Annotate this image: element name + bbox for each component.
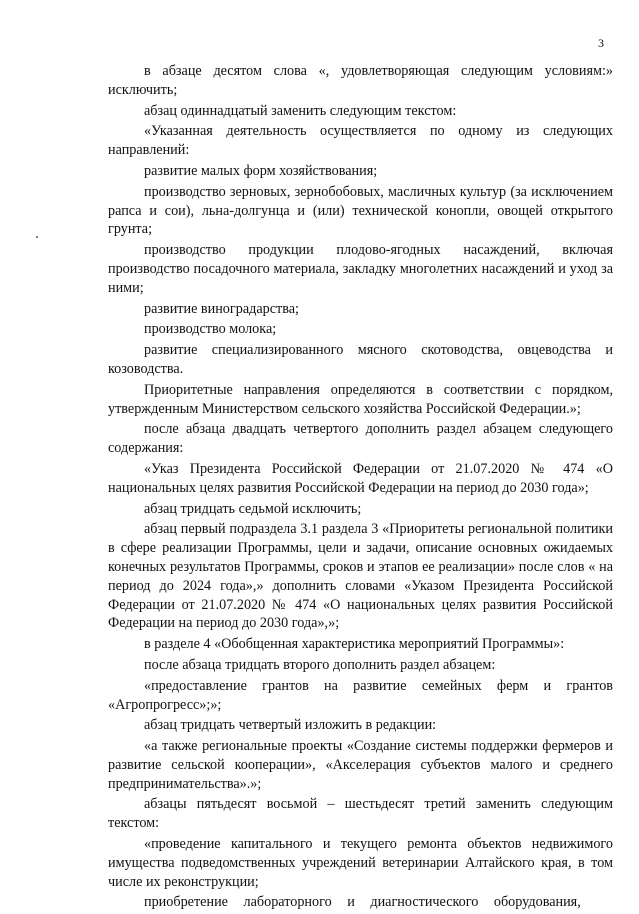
paragraph: производство продукции плодово-ягодных насаждений, включая производство посадочного материала, закладку многолетних насаждений и уход за ними; <box>108 242 613 296</box>
paragraph: развитие виноградарства; <box>144 300 299 317</box>
paragraph: «Указ Президента Российской Федерации от 21.07.2020 № 474 «О национальных целях развития Российской Федерации на период до 2030 года»; <box>108 460 613 496</box>
paragraph: «проведение капитального и текущего ремонта объектов недвижимого имущества подведомственных учреждений ветеринарии Алтайского края, в том числе их реконструкции; <box>108 836 613 890</box>
paragraph: приобретение лабораторного и диагностического оборудования, <box>144 894 581 911</box>
paragraph: абзац тридцать четвертый изложить в редакции: <box>144 717 437 734</box>
paragraph: производство зерновых, зернобобовых, масличных культур (за исключением рапса и сои), льна-долгунца и (или) технической конопли, овощей открытого грунта; <box>108 183 613 238</box>
paragraph: после абзаца двадцать четвертого дополнить раздел абзацем следующего содержания: <box>108 421 613 457</box>
paragraph: «Указанная деятельность осуществляется по одному из следующих направлений: <box>108 123 613 159</box>
paragraph: абзацы пятьдесят восьмой – шестьдесят третий заменить следующим текстом: <box>108 796 613 832</box>
paragraph: в разделе 4 «Обобщенная характеристика мероприятий Программы»: <box>144 636 565 653</box>
paragraph: абзац одиннадцатый заменить следующим текстом: <box>144 102 457 119</box>
scan-speck <box>36 236 38 238</box>
paragraph: «а также региональные проекты «Создание системы поддержки фермеров и развитие сельской кооперации», «Акселерация субъектов малого и среднего предпринимательства».»; <box>108 738 613 792</box>
paragraph: абзац тридцать седьмой исключить; <box>144 500 362 517</box>
page-number: 3 <box>598 36 604 50</box>
paragraph: после абзаца тридцать второго дополнить раздел абзацем: <box>144 656 496 673</box>
paragraph: производство молока; <box>144 321 277 338</box>
paragraph: «предоставление грантов на развитие семейных ферм и грантов «Агропрогресс»;»; <box>108 677 613 713</box>
paragraph: абзац первый подраздела 3.1 раздела 3 «Приоритеты региональной политики в сфере реализации Программы, цели и задачи, описание основных ожидаемых конечных результатов Программы, сроков и этапов ее реализации» после слов « на период до 2024 года»,» дополнить словами «Указом Президента Российской Федерации от 21.07.2020 № 474 «О национальных целях развития Российской Федерации на период до 2030 года»,»; <box>108 521 613 632</box>
paragraph: развитие специализированного мясного скотоводства, овцеводства и козоводства. <box>108 342 613 377</box>
paragraph: в абзаце десятом слова «, удовлетворяющая следующим условиям:» исключить; <box>108 63 613 98</box>
paragraph: развитие малых форм хозяйствования; <box>144 162 378 179</box>
paragraph: Приоритетные направления определяются в соответствии с порядком, утвержденным Министерством сельского хозяйства Российской Федерации.»; <box>108 381 613 417</box>
document-body <box>108 62 613 914</box>
